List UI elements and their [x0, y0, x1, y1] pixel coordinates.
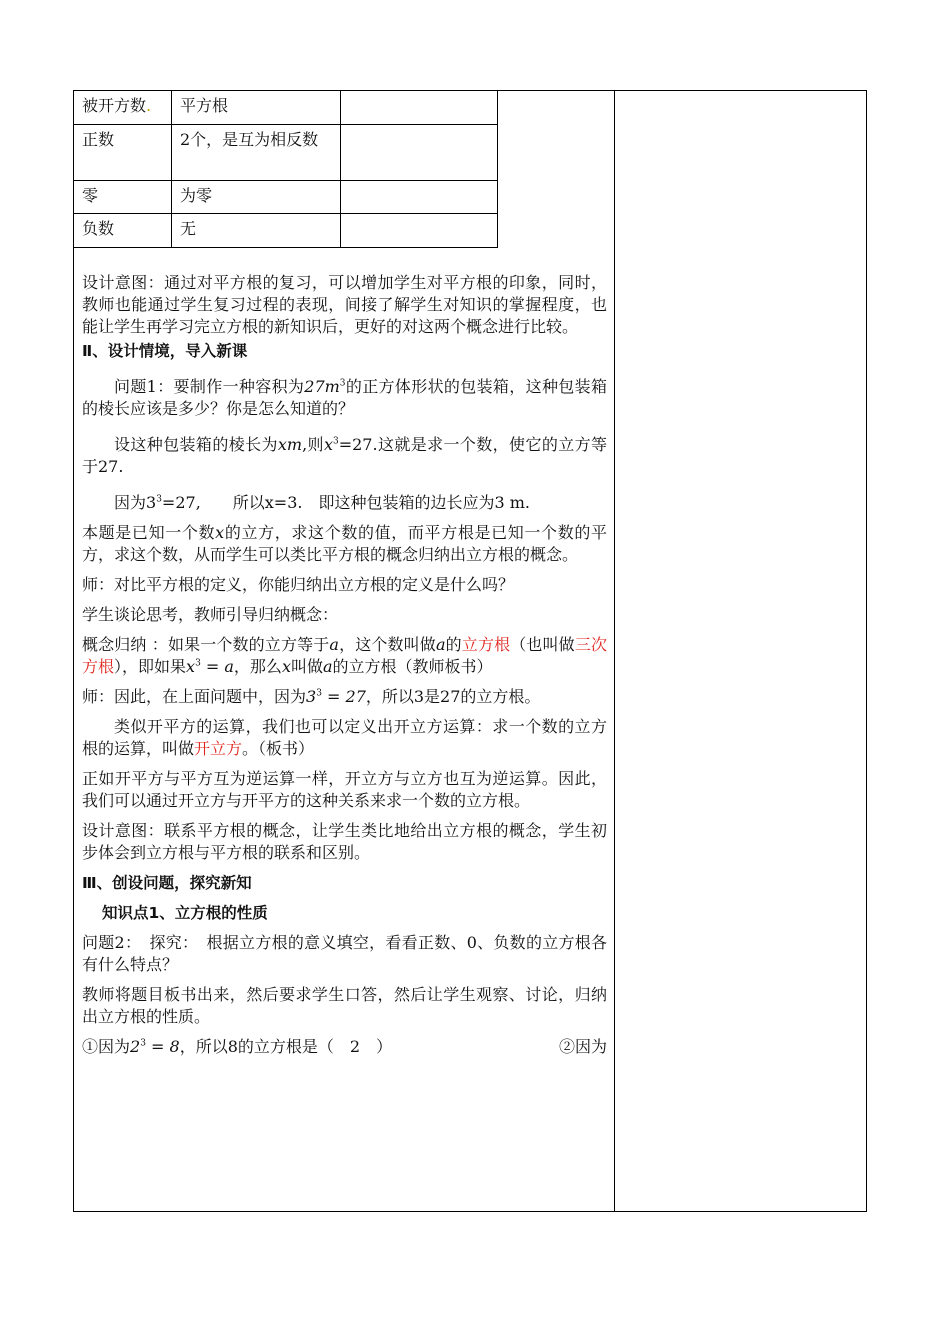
square-root-table: [73, 90, 498, 248]
lesson-content: [82, 272, 607, 1066]
knowledge-point-1: 知识点1、立方根的性质: [102, 904, 268, 922]
problem-1: 问题1：要制作一种容积为$27m^3$的正方体形状的包装箱，这种包装箱的棱长应该是多少？你是怎么知道的？: [82, 377, 607, 418]
column-divider: [614, 90, 615, 1212]
concept-summary: 概念归纳 ：如果一个数的立方等于a，这个数叫做a的立方根（也叫做三次方根），即如果$x^3 = a$，那么x叫做a的立方根（教师板书）: [82, 635, 607, 676]
open-cube-term: 开立方: [194, 739, 243, 758]
exercise-line: ①因为$2^3 = 8$，所以8的立方根是（ 2 ） ②因为: [82, 1037, 607, 1056]
table-cell: 为零: [172, 181, 341, 214]
cube-root-operation: 类似开平方的运算，我们也可以定义出开立方运算：求一个数的立方根的运算，叫做开立方。（板书）: [82, 717, 607, 758]
cube-root-term: 立方根: [461, 635, 511, 654]
table-cell: 平方根: [172, 91, 341, 125]
table-cell: 正数: [74, 125, 172, 181]
inverse-operation: 正如开平方与平方互为逆运算一样，开立方与立方也互为逆运算。因此，我们可以通过开立方与开平方的这种关系来求一个数的立方根。: [82, 769, 607, 810]
table-cell: [341, 91, 498, 125]
teacher-question: 师：对比平方根的定义，你能归纳出立方根的定义是什么吗？: [82, 575, 515, 594]
table-row: [74, 125, 498, 181]
design-intent-2: 设计意图：联系平方根的概念，让学生类比地给出立方根的概念，学生初步体会到立方根与平方根的联系和区别。: [82, 821, 607, 862]
table-cell: [341, 214, 498, 248]
table-cell: 零: [74, 181, 172, 214]
setup-paragraph: 设这种包装箱的棱长为xm,则$x^3=27$.这就是求一个数，使它的立方等于27.: [82, 435, 607, 476]
table-cell: [341, 181, 498, 214]
design-intent-1: 设计意图：通过对平方根的复习，可以增加学生对平方根的印象，同时，教师也能通过学生复习过程的表现，间接了解学生对知识的掌握程度，也能让学生再学习完立方根的新知识后，更好的对这两个概念进行比较。: [82, 273, 607, 336]
problem-2: 问题2： 探究： 根据立方根的意义填空，看看正数、0、负数的立方根各有什么特点？: [82, 933, 607, 974]
table-row: [74, 214, 498, 248]
teacher-instruction: 教师将题目板书出来，然后要求学生口答，然后让学生观察、讨论，归纳出立方根的性质。: [82, 985, 607, 1026]
teacher-example: 师：因此，在上面问题中，因为$3^3 = 27$，所以3是27的立方根。: [82, 687, 541, 706]
table-cell: [341, 125, 498, 181]
table-cell: 无: [172, 214, 341, 248]
third-root-term: 三次方根: [82, 635, 607, 676]
table-cell: 负数: [74, 214, 172, 248]
section-heading-2: Ⅱ、设计情境，导入新课: [82, 342, 248, 360]
section-heading-3: Ⅲ、创设问题，探究新知: [82, 874, 252, 892]
table-row: [74, 91, 498, 125]
table-cell: 被开方数.: [74, 91, 172, 125]
table-cell: 2个，是互为相反数: [172, 125, 341, 181]
analogy-paragraph: 本题是已知一个数x的立方，求这个数的值，而平方根是已知一个数的平方，求这个数，从而学生可以类比平方根的概念归纳出立方根的概念。: [82, 523, 607, 564]
because-paragraph: 因为$3^3=27$, 所以x=3. 即这种包装箱的边长应为3 m.: [114, 493, 530, 512]
table-row: [74, 181, 498, 214]
student-discussion: 学生谈论思考，教师引导归纳概念：: [82, 605, 339, 624]
